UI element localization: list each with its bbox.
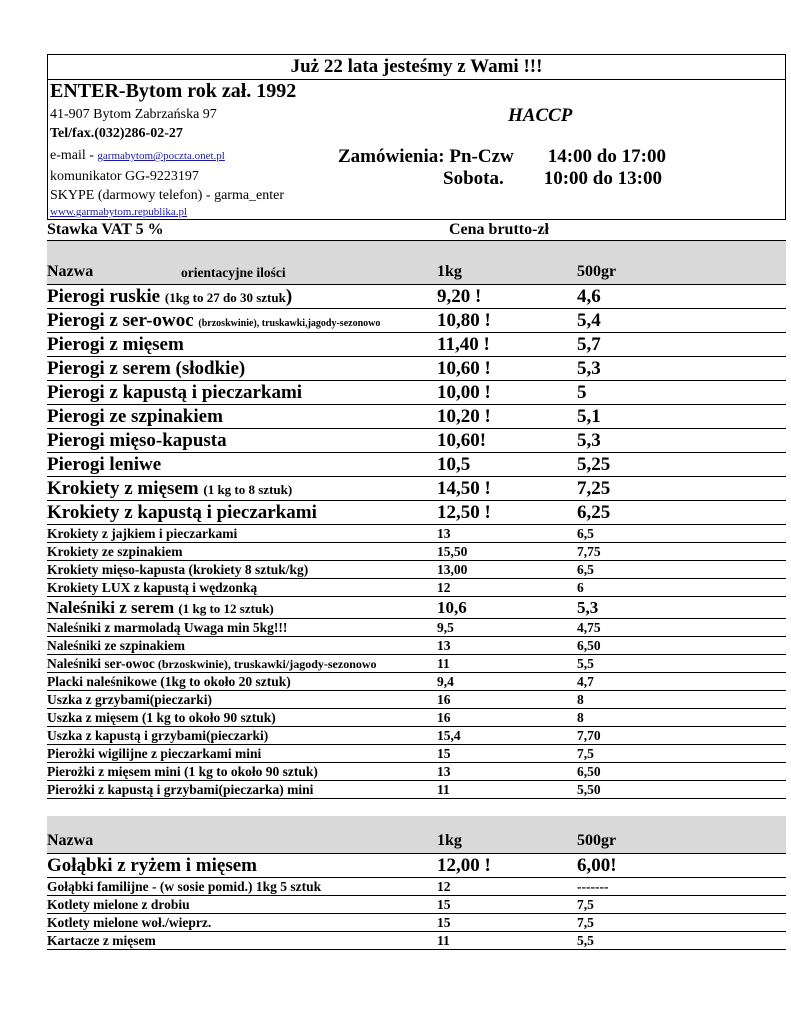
- price-1kg: 13: [437, 638, 451, 653]
- price-500g: 7,5: [577, 915, 594, 930]
- product-text: Naleśniki z serem: [47, 598, 175, 617]
- table-row: [47, 501, 786, 525]
- product-text: Pierożki wigilijne z pieczarkami mini: [47, 746, 262, 761]
- price-1kg: 9,4: [437, 674, 454, 689]
- price-1kg: 10,20 !: [437, 406, 491, 427]
- price-1kg: 10,60 !: [437, 358, 491, 379]
- table-row: [47, 878, 786, 896]
- col-500: 500gr: [577, 263, 617, 280]
- price-1kg: 11: [437, 656, 450, 671]
- price-500g: 4,7: [577, 674, 594, 689]
- price-1kg: 16: [437, 710, 451, 725]
- table-row: [47, 914, 786, 932]
- saturday-hours: [443, 168, 662, 190]
- product-list-small-3: [47, 878, 787, 950]
- price-500g: 6: [577, 580, 584, 595]
- product-text: Krokiety z kapustą i pieczarkami: [47, 502, 317, 523]
- table-row: [47, 727, 786, 745]
- price-1kg: 13: [437, 764, 451, 779]
- price-500g: 8: [577, 692, 584, 707]
- product-text: Gołąbki familijne - (w sosie pomid.) 1kg 5 sztuk: [47, 879, 322, 894]
- table-row: [47, 709, 786, 727]
- email-link[interactable]: garmabytom@poczta.onet.pl: [97, 150, 225, 162]
- product-text: Pierożki z mięsem mini (1 kg to około 90 sztuk): [47, 764, 318, 779]
- skype: SKYPE (darmowy telefon) - garma_enter: [50, 188, 285, 203]
- product-text: Pierogi mięso-kapusta: [47, 430, 227, 451]
- col-name: Nazwa: [47, 832, 94, 849]
- table-row: [47, 673, 786, 691]
- table-row: [47, 285, 786, 309]
- product-text: Uszka z mięsem (1 kg to około 90 sztuk): [47, 710, 276, 725]
- price-500g: 7,70: [577, 728, 601, 743]
- price-1kg: 11,40 !: [437, 334, 490, 355]
- orders-label: Zamówienia: Pn-Czw: [338, 146, 514, 167]
- product-list-large: [47, 285, 787, 525]
- product-text: Naleśniki z marmoladą Uwaga min 5kg!!!: [47, 620, 288, 635]
- banner-title: Już 22 lata jesteśmy z Wami !!!: [48, 55, 785, 80]
- price-500g: 5,1: [577, 406, 601, 427]
- product-text: Naleśniki ser-owoc: [47, 656, 155, 671]
- price-list-page: [47, 54, 787, 950]
- product-name: [47, 286, 292, 308]
- price-1kg: 16: [437, 692, 451, 707]
- email-label: e-mail -: [50, 148, 98, 163]
- price-1kg: 15,50: [437, 544, 468, 559]
- header-box: [47, 54, 786, 220]
- section-header-1: [47, 241, 786, 285]
- price-1kg: 10,60!: [437, 430, 487, 451]
- price-500g: 4,6: [577, 286, 601, 307]
- product-text: Pierogi ze szpinakiem: [47, 406, 223, 427]
- col-qty: orientacyjne ilości: [181, 265, 286, 280]
- product-text: (1 kg to 8 sztuk): [203, 482, 293, 497]
- col-1kg: 1kg: [437, 263, 462, 280]
- price-500g: 5,5: [577, 933, 594, 948]
- price-1kg: 9,20 !: [437, 286, 482, 307]
- price-500g: 5: [577, 382, 587, 403]
- price-500g: 7,75: [577, 544, 601, 559]
- col-1kg: 1kg: [437, 832, 462, 849]
- orders-hours: [338, 146, 666, 168]
- price-500g: 5,4: [577, 310, 601, 331]
- price-500g: 5,25: [577, 454, 611, 475]
- price-1kg: 12: [437, 879, 451, 894]
- price-500g: 5,3: [577, 430, 601, 451]
- vat-line: [47, 220, 786, 241]
- product-text: Naleśniki ze szpinakiem: [47, 638, 186, 653]
- price-1kg: 13,00: [437, 562, 468, 577]
- table-row: [47, 932, 786, 950]
- price-500g: 5,7: [577, 334, 601, 355]
- table-row: [47, 477, 786, 501]
- product-text: Uszka z grzybami(pieczarki): [47, 692, 212, 707]
- price-500g: 5,3: [577, 598, 599, 617]
- product-text: Pierogi z ser-owoc: [47, 310, 194, 331]
- product-text: Krokiety z mięsem: [47, 478, 199, 499]
- table-row: [47, 543, 786, 561]
- product-text: (1 kg to 12 sztuk): [178, 601, 274, 616]
- price-500g: -------: [577, 879, 609, 894]
- price-1kg: 15,4: [437, 728, 461, 743]
- product-text: Pierogi z mięsem: [47, 334, 184, 355]
- vat-rate: Stawka VAT 5 %: [47, 221, 164, 238]
- price-500g: 7,5: [577, 746, 594, 761]
- price-1kg: 13: [437, 526, 451, 541]
- price-1kg: 15: [437, 746, 451, 761]
- table-row: [47, 854, 786, 878]
- product-text: Pierożki z kapustą i grzybami(pieczarka) mini: [47, 782, 314, 797]
- price-500g: 6,5: [577, 526, 594, 541]
- product-text: Uszka z kapustą i grzybami(pieczarki): [47, 728, 269, 743]
- table-row: [47, 597, 786, 619]
- table-row: [47, 763, 786, 781]
- product-text: Pierogi z kapustą i pieczarkami: [47, 382, 303, 403]
- product-name: [47, 598, 274, 618]
- col-name: Nazwa: [47, 263, 94, 280]
- website-link[interactable]: www.garmabytom.republika.pl: [50, 206, 188, 218]
- saturday-label: Sobota.: [443, 168, 504, 189]
- table-row: [47, 357, 786, 381]
- table-row: [47, 405, 786, 429]
- product-text: Pierogi z serem (słodkie): [47, 358, 246, 379]
- table-row: [47, 655, 786, 673]
- section-header-2: [47, 816, 786, 854]
- price-500g: 5,3: [577, 358, 601, 379]
- product-text: (brzoskwinie), truskawki/jagody-sezonowo: [154, 657, 377, 671]
- price-1kg: 12: [437, 580, 451, 595]
- haccp-label: HACCP: [508, 105, 573, 126]
- table-row: [47, 525, 786, 543]
- product-text: Kartacze z mięsem: [47, 933, 156, 948]
- saturday-time: 10:00 do 13:00: [543, 168, 662, 189]
- product-text: Gołąbki z ryżem i mięsem: [47, 855, 258, 876]
- orders-time: 14:00 do 17:00: [547, 146, 666, 167]
- table-row: [47, 896, 786, 914]
- product-text: Krokiety z jajkiem i pieczarkami: [47, 526, 238, 541]
- price-1kg: 12,50 !: [437, 502, 491, 523]
- product-text: (brzoskwinie), truskawki,jagody-sezonowo: [198, 318, 381, 329]
- price-500g: 6,25: [577, 502, 611, 523]
- company-name: ENTER-Bytom rok zał. 1992: [50, 80, 297, 102]
- product-name: [47, 310, 380, 332]
- table-row: [47, 309, 786, 333]
- product-text: (1kg to 27 do 30 sztuk: [164, 290, 286, 305]
- price-1kg: 9,5: [437, 620, 454, 635]
- table-row: [47, 453, 786, 477]
- price-1kg: 10,00 !: [437, 382, 491, 403]
- product-text: Krokiety ze szpinakiem: [47, 544, 183, 559]
- table-row: [47, 429, 786, 453]
- price-1kg: 15: [437, 915, 451, 930]
- table-row: [47, 579, 786, 597]
- table-row: [47, 619, 786, 637]
- product-text: Kotlety mielone z drobiu: [47, 897, 190, 912]
- product-text: Pierogi ruskie: [47, 286, 161, 307]
- table-row: [47, 381, 786, 405]
- product-list-small-2: [47, 619, 787, 799]
- price-500g: 6,5: [577, 562, 594, 577]
- product-name: [47, 656, 377, 672]
- price-500g: 6,50: [577, 638, 601, 653]
- product-list-small-1: [47, 525, 787, 597]
- telephone: Tel/fax.(032)286-02-27: [50, 126, 183, 141]
- price-500g: 6,00!: [577, 855, 617, 876]
- table-row: [47, 561, 786, 579]
- product-text: Kotlety mielone woł./wieprz.: [47, 915, 212, 930]
- price-1kg: 14,50 !: [437, 478, 491, 499]
- price-500g: 7,25: [577, 478, 611, 499]
- price-500g: 5,50: [577, 782, 601, 797]
- price-1kg: 10,6: [437, 598, 467, 617]
- product-text: Pierogi leniwe: [47, 454, 162, 475]
- price-1kg: 10,80 !: [437, 310, 491, 331]
- price-500g: 8: [577, 710, 584, 725]
- table-row: [47, 637, 786, 655]
- price-500g: 4,75: [577, 620, 601, 635]
- table-row: [47, 333, 786, 357]
- price-1kg: 15: [437, 897, 451, 912]
- price-500g: 6,50: [577, 764, 601, 779]
- product-text: Krokiety LUX z kapustą i wędzonką: [47, 580, 258, 595]
- email-line: [50, 148, 225, 164]
- product-text: Placki naleśnikowe (1kg to około 20 sztuk): [47, 674, 291, 689]
- price-500g: 5,5: [577, 656, 594, 671]
- komunikator: komunikator GG-9223197: [50, 169, 199, 184]
- table-row: [47, 781, 786, 799]
- product-name: [47, 478, 292, 500]
- table-row: [47, 691, 786, 709]
- price-1kg: 10,5: [437, 454, 471, 475]
- price-1kg: 11: [437, 782, 450, 797]
- address: 41-907 Bytom Zabrzańska 97: [50, 107, 217, 122]
- price-1kg: 11: [437, 933, 450, 948]
- price-label: Cena brutto-zł: [449, 221, 549, 238]
- product-text: Krokiety mięso-kapusta (krokiety 8 sztuk/kg): [47, 562, 309, 577]
- col-500: 500gr: [577, 832, 617, 849]
- table-row: [47, 745, 786, 763]
- price-1kg: 12,00 !: [437, 855, 491, 876]
- price-500g: 7,5: [577, 897, 594, 912]
- product-text: ): [285, 286, 293, 307]
